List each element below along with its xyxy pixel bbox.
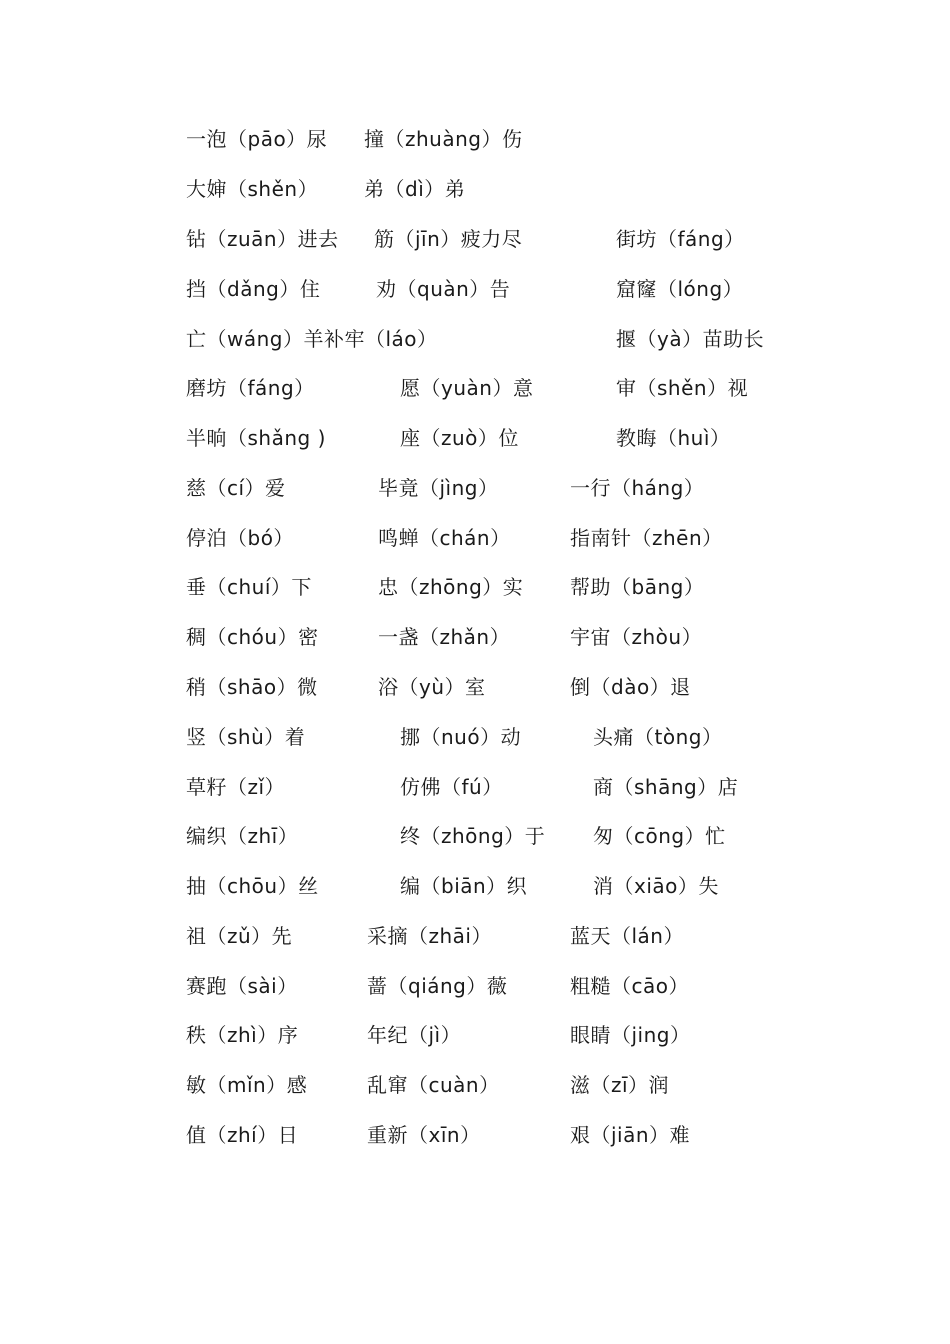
vocab-row [0,662,950,712]
vocab-item: 磨坊（fáng） [186,376,315,400]
vocab-row [0,1060,950,1110]
vocab-item: 仿佛（fú） [400,775,503,799]
vocab-item: 匆（cōng）忙 [593,824,726,848]
vocab-item: 垂（chuí）下 [186,575,312,599]
vocab-item: 蔷（qiáng）薇 [367,974,508,998]
vocab-item: 鸣蝉（chán） [378,526,511,550]
vocab-item: 艰（jiān）难 [570,1123,691,1147]
vocab-row [0,612,950,662]
vocab-item: 帮助（bāng） [570,575,705,599]
vocab-item: 抽（chōu）丝 [186,874,319,898]
vocab-row [0,762,950,812]
vocab-item: 蓝天（lán） [570,924,684,948]
vocab-row [0,562,950,612]
vocab-item: 劝（quàn）告 [376,277,511,301]
vocab-item: 停泊（bó） [186,526,294,550]
vocab-item: 终（zhōng）于 [400,824,546,848]
vocab-item: 窟窿（lóng） [616,277,744,301]
vocab-item: 宇宙（zhòu） [570,625,703,649]
vocab-item: 赛跑（sài） [186,974,298,998]
vocab-item: 忠（zhōng）实 [378,575,524,599]
vocab-item: 乱窜（cuàn） [367,1073,500,1097]
vocab-item: 毕竟（jìng） [378,476,499,500]
vocab-item: 一泡（pāo）尿 [186,127,328,151]
vocab-row [0,314,950,364]
vocab-row [0,911,950,961]
vocab-item: 草籽（zǐ） [186,775,286,799]
vocab-item: 街坊（fáng） [616,227,745,251]
vocab-item: 粗糙（cāo） [570,974,689,998]
vocab-row [0,264,950,314]
vocab-item: 揠（yà）苗助长 [616,327,765,351]
vocab-row [0,861,950,911]
vocab-item: 教晦（huì） [616,426,731,450]
vocab-row [0,363,950,413]
vocab-item: 弟（dì）弟 [364,177,466,201]
vocab-item: 审（shěn）视 [616,376,749,400]
vocab-item: 编（biān）织 [400,874,528,898]
vocab-item: 眼睛（jing） [570,1023,691,1047]
vocab-item: 指南针（zhēn） [570,526,723,550]
vocab-item: 重新（xīn） [367,1123,481,1147]
vocab-row [0,463,950,513]
vocab-item: 亡（wáng）羊补牢（láo） [186,327,438,351]
vocab-row [0,214,950,264]
vocab-item: 敏（mǐn）感 [186,1073,308,1097]
vocab-row [0,413,950,463]
vocab-item: 慈（cí）爱 [186,476,286,500]
vocab-item: 浴（yù）室 [378,675,486,699]
vocab-item: 大婶（shěn） [186,177,319,201]
vocab-item: 挪（nuó）动 [400,725,522,749]
vocab-item: 值（zhí）日 [186,1123,299,1147]
vocab-item: 稠（chóu）密 [186,625,319,649]
vocab-row [0,811,950,861]
vocab-item: 一盏（zhǎn） [378,625,511,649]
vocab-row [0,164,950,214]
vocab-item: 头痛（tòng） [593,725,723,749]
vocab-item: 倒（dào）退 [570,675,691,699]
vocab-item: 撞（zhuàng）伤 [364,127,523,151]
vocab-item: 滋（zī）润 [570,1073,670,1097]
vocab-item: 半晌（shǎng ) [186,426,326,450]
vocab-item: 稍（shāo）微 [186,675,318,699]
vocab-row [0,1110,950,1160]
vocab-row [0,114,950,164]
vocab-item: 挡（dǎng）住 [186,277,321,301]
vocab-row [0,1010,950,1060]
vocab-item: 秩（zhì）序 [186,1023,299,1047]
vocab-item: 年纪（jì） [367,1023,462,1047]
vocab-item: 商（shāng）店 [593,775,739,799]
vocab-item: 祖（zǔ）先 [186,924,293,948]
vocab-row [0,712,950,762]
vocab-item: 消（xiāo）失 [593,874,719,898]
vocab-item: 一行（háng） [570,476,705,500]
vocab-row [0,513,950,563]
vocab-item: 竖（shù）着 [186,725,306,749]
vocab-row [0,961,950,1011]
vocab-item: 采摘（zhāi） [367,924,492,948]
vocab-item: 座（zuò）位 [400,426,519,450]
vocab-item: 钻（zuān）进去 [186,227,339,251]
vocab-item: 筋（jīn）疲力尽 [374,227,523,251]
vocab-item: 愿（yuàn）意 [400,376,534,400]
vocab-item: 编织（zhī） [186,824,299,848]
